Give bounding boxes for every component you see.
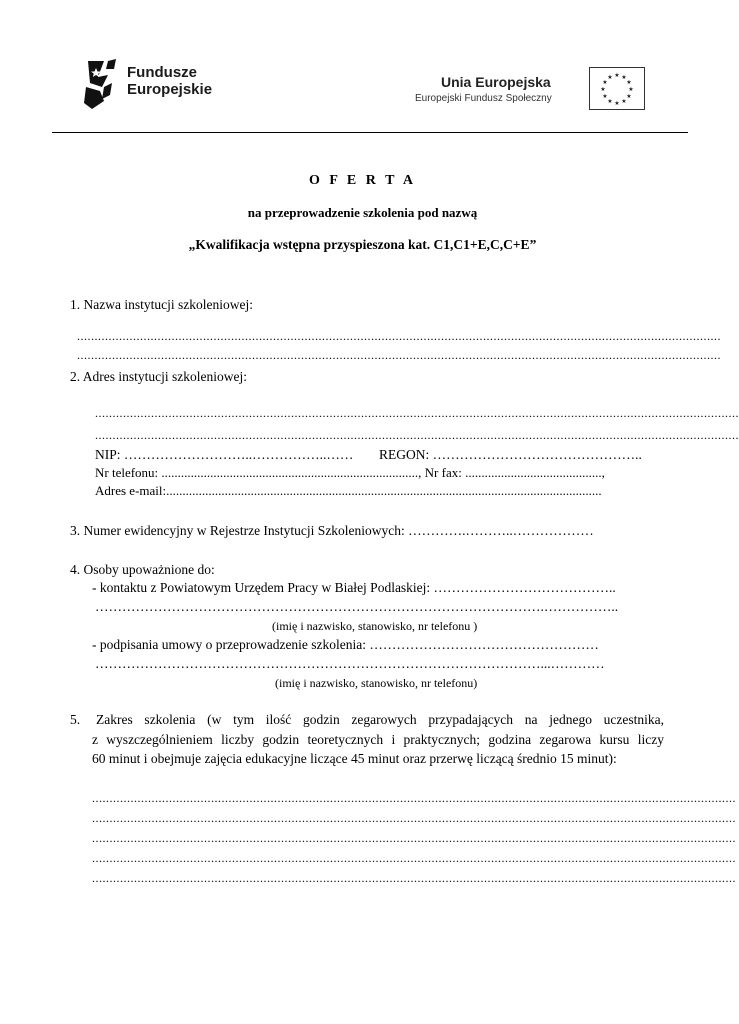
eu-logo-subtitle: Europejski Fundusz Społeczny <box>415 93 552 104</box>
fill-line[interactable]: ........................................................................................................................................................................................ <box>92 791 736 805</box>
contact-person-hint: (imię i nazwisko, stanowisko, nr telefonu ) <box>272 619 478 633</box>
svg-text:★: ★ <box>602 93 608 100</box>
svg-text:★: ★ <box>628 86 634 93</box>
svg-text:★: ★ <box>614 72 620 79</box>
contact-person-field[interactable]: - kontaktu z Powiatowym Urzędem Pracy w Białej Podlaskiej: ………………………………….. <box>92 580 616 595</box>
svg-text:★: ★ <box>621 74 627 81</box>
svg-text:★: ★ <box>626 79 632 86</box>
section-5-line-1: Zakres szkolenia (w tym ilość godzin zegarowych przypadających na jednego uczestnika, <box>96 712 664 727</box>
fill-line[interactable]: ........................................................................................................................................................................................ <box>95 406 739 420</box>
fundusze-europejskie-logo-text <box>127 64 212 98</box>
svg-text:★: ★ <box>607 98 613 105</box>
nip-field[interactable]: NIP: ………………………..……………..…… <box>95 447 354 462</box>
fill-line[interactable]: ........................................................................................................................................................................................ <box>77 348 721 362</box>
signatory-hint: (imię i nazwisko, stanowisko, nr telefonu) <box>275 676 478 690</box>
svg-text:★: ★ <box>607 74 613 81</box>
signatory-field[interactable]: - podpisania umowy o przeprowadzenie szkolenia: …………………………………………… <box>92 637 599 652</box>
section-2-label: 2. Adres instytucji szkoleniowej: <box>70 369 247 384</box>
fill-line[interactable]: ........................................................................................................................................................................................ <box>95 428 739 442</box>
svg-text:★: ★ <box>621 98 627 105</box>
fill-line[interactable]: ........................................................................................................................................................................................ <box>92 851 736 865</box>
logo-line-1: Fundusze <box>127 64 197 81</box>
signatory-dots[interactable]: ………………………………………………………………………………………...………… <box>95 656 605 671</box>
logo-line-2: Europejskie <box>127 81 213 98</box>
regon-field[interactable]: REGON: ……………………………………….. <box>379 447 642 462</box>
fill-line[interactable]: ........................................................................................................................................................................................ <box>92 831 736 845</box>
header-divider <box>52 132 688 133</box>
phone-fax-field[interactable]: Nr telefonu: ..............................................................................., Nr fax: .........................................., <box>95 465 605 480</box>
eu-logo-title: Unia Europejska <box>441 74 551 90</box>
svg-text:★: ★ <box>626 93 632 100</box>
email-field[interactable]: Adres e-mail:...................................................................................................................................... <box>95 483 602 498</box>
section-4-label: 4. Osoby upoważnione do: <box>70 562 215 577</box>
fill-line[interactable]: ........................................................................................................................................................................................ <box>92 811 736 825</box>
section-3-label[interactable]: 3. Numer ewidencyjny w Rejestrze Instytucji Szkoleniowych: ………….………..……………… <box>70 523 594 538</box>
section-5-line-2: z wyszczególnieniem liczby godzin teoretycznych i praktycznych; godzina zegarowa kursu liczy <box>92 732 664 747</box>
svg-text:★: ★ <box>602 79 608 86</box>
section-5-line-3: 60 minut i obejmuje zajęcia edukacyjne liczące 45 minut oraz przerwę liczącą średnio 15 minut): <box>92 751 617 766</box>
document-subtitle: na przeprowadzenie szkolenia pod nazwą <box>247 205 478 220</box>
svg-text:★: ★ <box>600 86 606 93</box>
document-title: O F E R T A <box>308 173 417 188</box>
fundusze-europejskie-logo-icon <box>82 57 122 113</box>
course-name: „Kwalifikacja wstępna przyspieszona kat. C1,C1+E,C,C+E” <box>188 237 537 252</box>
section-1-label: 1. Nazwa instytucji szkoleniowej: <box>70 297 253 312</box>
eu-flag-icon <box>589 67 645 110</box>
fill-line[interactable]: ........................................................................................................................................................................................ <box>92 871 736 885</box>
contact-person-dots[interactable]: ……………………………………………………………………………………….…………….. <box>95 599 619 614</box>
section-5-number: 5. <box>70 712 81 727</box>
svg-text:★: ★ <box>614 100 620 107</box>
fill-line[interactable]: ........................................................................................................................................................................................ <box>77 329 721 343</box>
